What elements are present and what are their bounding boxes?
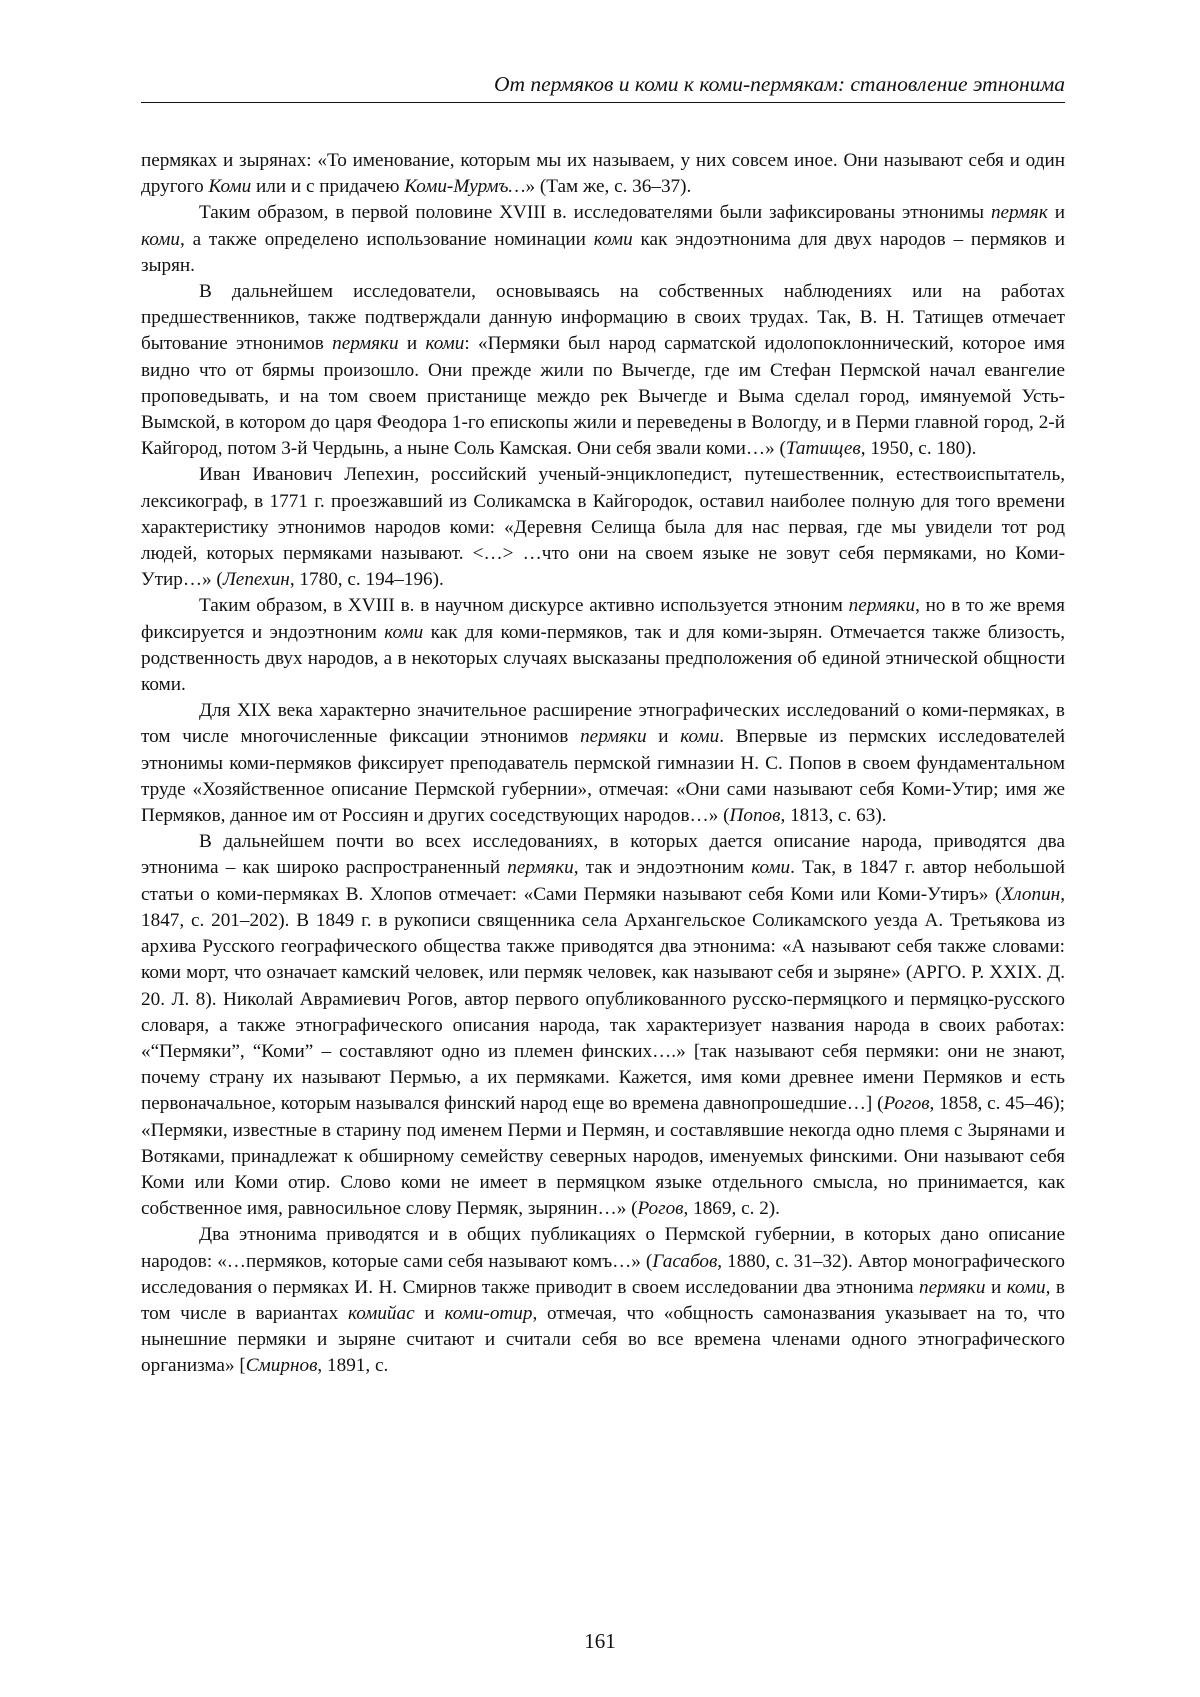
italic-term: пермяк bbox=[990, 202, 1048, 224]
text-run: , в том числе в вариантах bbox=[141, 1276, 1065, 1324]
italic-term: Татищев bbox=[785, 438, 861, 460]
text-run: : «Пермяки был народ сарматской идолопоклоннический, которое имя видно что от бярмы произошло. Они прежде жили по Вычегде, где им Стефан Пермской начал евангелие проповедывать, и на том своем пристанище междо рек Вычегде и Выма сделал город, имянуемой Усть-Вымской, в котором до царя Феодора 1-го епископы жили и переведены в Вологду, и в Перми главной город, 2-й Кайгород, потом 3-й Чердынь, а ныне Соль Камская. Они себя звали коми…» ( bbox=[141, 333, 1065, 460]
italic-term: пермяки bbox=[332, 333, 399, 355]
text-run: , 1869, с. 2). bbox=[683, 1198, 780, 1220]
italic-term: Рогов bbox=[883, 1093, 930, 1115]
italic-term: коми bbox=[384, 621, 424, 643]
italic-term: Коми bbox=[208, 176, 252, 198]
text-run: , 1950, с. 180). bbox=[860, 438, 977, 460]
text-run: В дальнейшем исследователи, основываясь на собственных наблюдениях или на работах предшественников, также подтверждали данную информацию в своих трудах. Так, В. Н. Татищев отмечает бытование этнонимов bbox=[141, 281, 1065, 355]
text-run: , 1847, с. 201–202). В 1849 г. в рукописи священника села Архангельское Соликамского уезда А. Третьякова из архива Русского географического общества также приводятся два этнонима: «А называют себя также словами: коми морт, что означает камский человек, или пермяк человек, как называют себя и зыряне» (АРГО. Р. XXIX. Д. 20. Л. 8). Николай Аврамиевич Рогов, автор первого опубликованного русско-пермяцкого и пермяцко-русского словаря, а также этнографического описания народа, так характеризует названия народа в своих работах: «“Пермяки”, “Коми” – составляют одно из племен финских….» [так называют себя пермяки: они не знают, почему страну их называют Пермью, а их пермяками. Кажется, имя коми древнее имени Пермяков и есть первоначальное, которым назывался финский народ еще во времена давнопрошедшие…] ( bbox=[141, 883, 1065, 1115]
text-run: , но в то же время фиксируется и эндоэтноним bbox=[141, 595, 1065, 643]
italic-term: коми-отир bbox=[444, 1302, 533, 1324]
text-run: , а также определено использование номинации bbox=[179, 228, 594, 250]
text-run: , 1813, с. 63). bbox=[780, 805, 887, 827]
text-run: Два этнонима приводятся и в общих публикациях о Пермской губернии, в которых дано описание народов: «…пермяков, которые сами себя называют комъ…» ( bbox=[141, 1224, 1065, 1272]
text-run: и bbox=[414, 1302, 445, 1324]
italic-term: Смирнов bbox=[245, 1355, 318, 1377]
italic-term: пермяки bbox=[918, 1276, 986, 1298]
paragraph bbox=[141, 698, 1065, 829]
text-run: . Так, в 1847 г. автор небольшой статьи о коми-пермяках В. Хлопов отмечает: «Сами Пермяки называют себя Коми или Коми-Утиръ» ( bbox=[141, 857, 1066, 905]
italic-term: Хлопин bbox=[1001, 883, 1061, 905]
paragraph bbox=[141, 1222, 1065, 1379]
text-run: и bbox=[398, 333, 426, 355]
italic-term: Коми-Мурмъ… bbox=[404, 176, 526, 198]
paragraph bbox=[141, 200, 1065, 279]
text-run: , так и эндоэтноним bbox=[573, 857, 752, 879]
italic-term: коми bbox=[1006, 1276, 1046, 1298]
italic-term: Гасабов bbox=[652, 1250, 718, 1272]
paragraph bbox=[141, 829, 1065, 1222]
italic-term: пермяки bbox=[848, 595, 916, 617]
text-run: Иван Иванович Лепехин, российский ученый-энциклопедист, путешественник, естествоиспытатель, лексикограф, в 1771 г. проезжавший из Соликамска в Кайгородок, оставил наиболее полную для того времени характеристику этнонимов народов коми: «Деревня Селища была для нас первая, где мы увидели тот род людей, которых пермяками называют. <…> …что они на своем языке не зовут себя пермяками, но Коми-Утир…» ( bbox=[141, 464, 1065, 591]
text-run: Для XIX века характерно значительное расширение этнографических исследований о коми-пермяках, в том числе многочисленные фиксации этнонимов bbox=[141, 700, 1065, 748]
italic-term: комийас bbox=[347, 1302, 415, 1324]
text-run: или и с придачею bbox=[251, 176, 405, 198]
paragraph bbox=[141, 462, 1065, 593]
paragraph bbox=[141, 279, 1065, 462]
text-run: , 1880, с. 31–32). Автор монографического исследования о пермяках И. Н. Смирнов также приводит в своем исследовании два этнонима bbox=[141, 1250, 1066, 1298]
italic-term: пермяки bbox=[580, 726, 647, 748]
text-run: В дальнейшем почти во всех исследованиях, в которых дается описание народа, приводятся два этнонима – как широко распространенный bbox=[141, 831, 1065, 879]
body-text bbox=[141, 148, 1065, 1380]
italic-term: Лепехин bbox=[222, 569, 290, 591]
italic-term: коми bbox=[593, 228, 633, 250]
text-run: как для коми-пермяков, так и для коми-зырян. Отмечается также близость, родственность двух народов, а в некоторых случаях высказаны предположения об единой этнической общности коми. bbox=[141, 621, 1066, 696]
text-run: . Впервые из пермских исследователей этнонимы коми-пермяков фиксирует преподаватель пермской гимназии Н. С. Попов в своем фундаментальном труде «Хозяйственное описание Пермской губернии», отмечая: «Они сами называют себя Коми-Утир; имя же Пермяков, данное им от Россиян и других соседствующих народов…» ( bbox=[141, 726, 1065, 827]
text-run: пермяках и зырянах: «То именование, которым мы их называем, у них совсем иное. Они называют себя и один другого bbox=[141, 150, 1065, 198]
header-rule bbox=[141, 102, 1065, 103]
text-run: Таким образом, в первой половине XVIII в. исследователями были зафиксированы этнонимы bbox=[199, 202, 991, 224]
running-header: От пермяков и коми к коми-пермякам: становление этнонима bbox=[493, 72, 1065, 96]
text-run: и bbox=[985, 1276, 1007, 1298]
text-run: и bbox=[646, 726, 681, 748]
italic-term: Попов bbox=[729, 805, 781, 827]
italic-term: коми bbox=[141, 228, 180, 250]
italic-term: коми bbox=[680, 726, 720, 748]
text-run: , 1858, с. 45–46); «Пермяки, известные в старину под именем Перми и Пермян, и составлявшие некогда одно племя с Зырянами и Вотяками, принадлежат к обширному семейству северных народов, именуемых финскими. Они называют себя Коми или Коми отир. Слово коми не имеет в пермяцком языке отдельного смысла, но принимается, как собственное имя, равносильное слову Пермяк, зырянин…» ( bbox=[141, 1093, 1065, 1220]
italic-term: пермяки bbox=[507, 857, 574, 879]
text-run: , 1891, с. bbox=[317, 1355, 389, 1377]
text-run: и bbox=[1047, 202, 1065, 224]
text-run: » (Там же, с. 36–37). bbox=[525, 176, 692, 198]
paragraph bbox=[141, 593, 1065, 698]
text-run: , 1780, с. 194–196). bbox=[289, 569, 444, 591]
italic-term: коми bbox=[751, 857, 791, 879]
italic-term: коми bbox=[425, 333, 465, 355]
paragraph bbox=[141, 148, 1065, 200]
italic-term: Рогов bbox=[637, 1198, 684, 1220]
text-run: , отмечая, что «общность самоназвания указывает на то, что нынешние пермяки и зыряне считают и считали себя во все времена членами одного этнографического организма» [ bbox=[141, 1302, 1065, 1377]
text-run: как эндоэтнонима для двух народов – пермяков и зырян. bbox=[141, 228, 1066, 276]
text-run: Таким образом, в XVIII в. в научном дискурсе активно используется этноним bbox=[199, 595, 849, 617]
page-number: 161 bbox=[584, 1629, 616, 1653]
